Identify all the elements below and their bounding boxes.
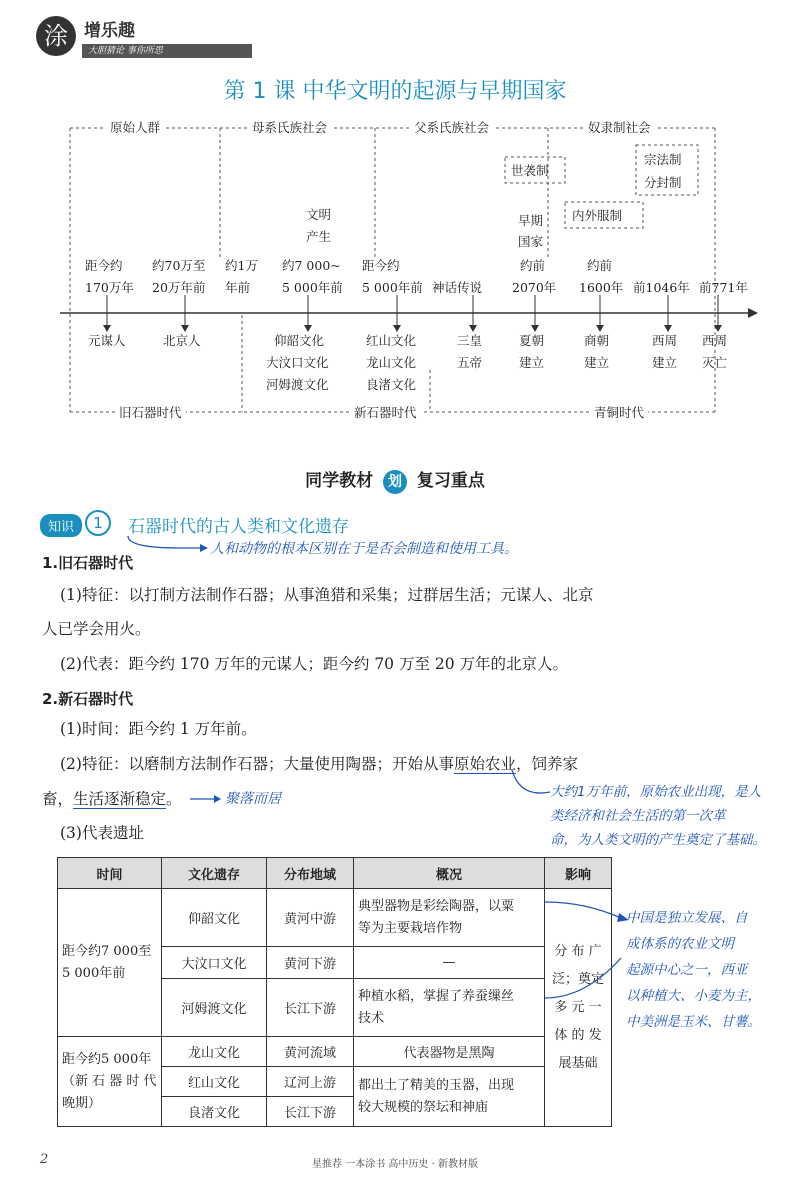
table-header: 概况 xyxy=(354,858,545,889)
timeline-date: 前1046年 xyxy=(633,280,690,295)
section-heading-left: 同学教材 xyxy=(305,471,374,491)
section-heading xyxy=(0,466,790,494)
table-row xyxy=(58,1037,612,1067)
footer: 星推荐 一本涂书 高中历史 · 新教材版 xyxy=(312,1159,478,1170)
table-header: 文化遗存 xyxy=(162,858,267,889)
timeline-event: 西周 xyxy=(652,333,678,348)
timeline-date: 约前 xyxy=(587,258,613,273)
heading-paleolithic: 1.旧石器时代 xyxy=(42,554,134,572)
culture-cell: 仰韶文化 xyxy=(162,889,267,947)
timeline-event: 河姆渡文化 xyxy=(266,377,329,392)
desc-cell: — xyxy=(354,947,545,979)
handwritten-note-knowledge: 人和动物的根本区别在于是否会制造和使用工具。 xyxy=(210,541,518,557)
timeline-event: 北京人 xyxy=(163,333,201,348)
knowledge-badge: 知识 xyxy=(40,514,82,537)
table-header: 影响 xyxy=(545,858,612,889)
stage-label: 原始人群 xyxy=(106,117,164,138)
handwritten-note-settlement: 聚落而居 xyxy=(225,791,281,807)
civ-note: 文明 xyxy=(306,207,332,222)
region-cell: 长江下游 xyxy=(267,979,354,1037)
system-label: 宗法制 xyxy=(644,152,682,167)
region-cell: 长江下游 xyxy=(267,1097,354,1127)
timeline-date: 1600年 xyxy=(579,280,624,295)
paragraph: 人已学会用火。 xyxy=(42,620,151,638)
age-label: 青铜时代 xyxy=(590,402,648,423)
timeline-event: 建立 xyxy=(519,355,545,370)
page-number: 2 xyxy=(40,1152,49,1167)
region-cell: 黄河中游 xyxy=(267,889,354,947)
paragraph: 畜，生活逐渐稳定。 xyxy=(42,790,182,808)
brand-slogan: 大胆猜论 事你所思 xyxy=(82,44,252,58)
timeline-date: 20万年前 xyxy=(152,280,206,295)
timeline-date: 5 000年前 xyxy=(362,280,423,295)
underline-agriculture: 原始农业 xyxy=(453,755,516,773)
underline-stable-life: 生活逐渐稳定 xyxy=(73,790,167,808)
culture-cell: 龙山文化 xyxy=(162,1037,267,1067)
early-state-note: 国家 xyxy=(518,234,544,249)
region-cell: 黄河下游 xyxy=(267,947,354,979)
handwritten-note-agriculture: 大约1万年前，原始农业出现，是人 类经济和社会生活的第一次革 命，为人类文明的产生奠定了基础。 xyxy=(550,784,766,848)
timeline-date: 距今约 xyxy=(362,258,400,273)
system-label: 世袭制 xyxy=(511,163,549,178)
section-heading-right: 复习重点 xyxy=(416,471,485,491)
section-heading-circle: 划 xyxy=(383,470,407,494)
logo-badge: 涂 xyxy=(36,16,76,56)
table-header: 时间 xyxy=(58,858,162,889)
desc-cell: 代表器物是黑陶 xyxy=(354,1037,545,1067)
paragraph: (1)时间：距今约 1 万年前。 xyxy=(60,720,257,738)
culture-cell: 良渚文化 xyxy=(162,1097,267,1127)
timeline-date: 170万年 xyxy=(85,280,134,295)
timeline-date: 年前 xyxy=(225,280,251,295)
timeline-date: 前771年 xyxy=(699,280,748,295)
desc-cell: 典型器物是彩绘陶器，以粟 等为主要栽培作物 xyxy=(354,889,545,947)
timeline-event: 五帝 xyxy=(457,355,483,370)
timeline-event: 灭亡 xyxy=(702,355,728,370)
arrow-icon xyxy=(190,792,222,806)
paragraph: (2)特征：以磨制方法制作石器；大量使用陶器；开始从事原始农业，饲养家 xyxy=(60,755,578,773)
timeline-event: 商朝 xyxy=(584,333,610,348)
age-label: 新石器时代 xyxy=(350,402,421,423)
timeline-date: 约1万 xyxy=(225,258,258,273)
culture-cell: 大汶口文化 xyxy=(162,947,267,979)
stage-label: 母系氏族社会 xyxy=(248,117,331,138)
region-cell: 黄河流域 xyxy=(267,1037,354,1067)
timeline-event: 龙山文化 xyxy=(366,355,417,370)
timeline-event: 建立 xyxy=(652,355,678,370)
timeline-date: 神话传说 xyxy=(432,280,483,295)
paragraph: (1)特征：以打制方法制作石器；从事渔猎和采集；过群居生活；元谋人、北京 xyxy=(60,586,594,604)
paragraph: (3)代表遗址 xyxy=(60,824,144,842)
region-cell: 辽河上游 xyxy=(267,1067,354,1097)
table-header: 分布地域 xyxy=(267,858,354,889)
knowledge-number: 1 xyxy=(85,510,111,536)
timeline-date: 约7 000~ xyxy=(282,258,341,273)
culture-cell: 红山文化 xyxy=(162,1067,267,1097)
influence-cell: 分 布 广 泛；奠定 多 元 一 体 的 发 展基础 xyxy=(545,889,612,1127)
note-arrow xyxy=(545,898,630,1008)
knowledge-title: 石器时代的古人类和文化遗存 xyxy=(128,517,349,537)
timeline-date: 约前 xyxy=(520,258,546,273)
civ-note: 产生 xyxy=(306,229,332,244)
timeline-event: 仰韶文化 xyxy=(274,333,325,348)
system-label: 内外服制 xyxy=(572,208,623,223)
timeline-date: 约70万至 xyxy=(152,258,206,273)
stage-label: 父系氏族社会 xyxy=(410,117,493,138)
brand-name: 增乐趣 xyxy=(84,21,135,41)
timeline-event: 西周 xyxy=(702,333,728,348)
culture-cell: 河姆渡文化 xyxy=(162,979,267,1037)
paragraph: (2)代表：距今约 170 万年的元谋人；距今约 70 万至 20 万年的北京人。 xyxy=(60,655,569,673)
desc-cell: 都出土了精美的玉器，出现 较大规模的祭坛和神庙 xyxy=(354,1067,545,1127)
period-cell: 距今约7 000至 5 000年前 xyxy=(58,889,162,1037)
timeline-date: 5 000年前 xyxy=(282,280,343,295)
desc-cell: 种植水稻，掌握了养蚕缫丝 技术 xyxy=(354,979,545,1037)
age-label: 旧石器时代 xyxy=(115,402,186,423)
stage-label: 奴隶制社会 xyxy=(584,117,655,138)
handwritten-note-agri-origin: 中国是独立发展、自 成体系的农业文明 起源中心之一，西亚 以种植大、小麦为主， 中美洲是玉米、甘薯。 xyxy=(626,910,761,1030)
period-cell: 距今约5 000年 （新 石 器 时 代 晚期） xyxy=(58,1037,162,1127)
early-state-note: 早期 xyxy=(518,213,544,228)
system-label: 分封制 xyxy=(644,175,682,190)
brand-logo xyxy=(36,14,216,58)
lesson-title: 第 1 课 中华文明的起源与早期国家 xyxy=(223,79,567,104)
timeline-event: 红山文化 xyxy=(366,333,417,348)
table-row xyxy=(58,889,612,947)
sites-table xyxy=(57,857,612,1127)
timeline-event: 良渚文化 xyxy=(366,377,417,392)
timeline-date: 距今约 xyxy=(85,258,123,273)
timeline-event: 大汶口文化 xyxy=(266,355,329,370)
timeline-event: 夏朝 xyxy=(519,333,545,348)
timeline-event: 建立 xyxy=(584,355,610,370)
timeline-event: 三皇 xyxy=(457,333,483,348)
timeline-event: 元谋人 xyxy=(88,333,126,348)
heading-neolithic: 2.新石器时代 xyxy=(42,690,134,708)
timeline-date: 2070年 xyxy=(512,280,557,295)
